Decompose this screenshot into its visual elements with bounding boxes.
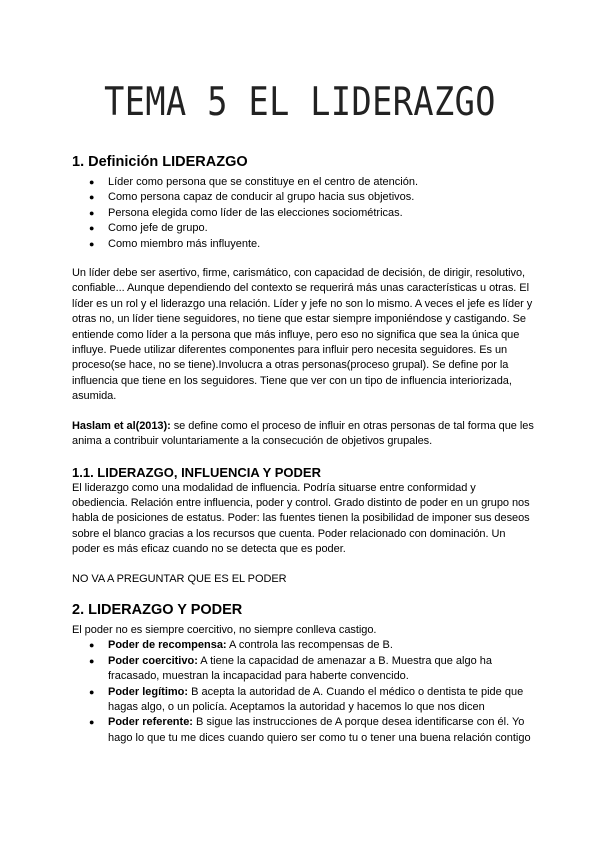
section-1-1-heading: 1.1. LIDERAZGO, INFLUENCIA Y PODER xyxy=(72,464,321,480)
bullet-icon: ● xyxy=(89,717,95,728)
list-item: ● Poder referente: B sigue las instrucciones de A porque desea identificarse con él. Yo hago lo que tu me dices cuando quiero ser como tu o tener una buena relación contigo xyxy=(89,716,531,744)
list-item: ● Poder coercitivo: A tiene la capacidad de amenazar a B. Muestra que algo ha fracasado, muestran la incapacidad para haberte convencido. xyxy=(89,654,493,683)
power-types-list xyxy=(72,638,534,746)
section-1-heading: 1. Definición LIDERAZGO xyxy=(72,154,248,170)
bullet-icon: ● xyxy=(89,655,95,666)
list-item: ● Como persona capaz de conducir al grupo hacia sus objetivos. xyxy=(72,190,534,205)
bullet-icon: ● xyxy=(89,640,95,651)
influence-power-paragraph: El liderazgo como una modalidad de influencia. Podría situarse entre conformidad y obediencia. Relación entre influencia, poder y control. Grado distinto de poder en un grupo nos habla de posiciones de estatus. Poder: las fuentes tienen la posibilidad de imponer sus deseos sobre el blanco gracias a los recursos que cuenta. Poder relacionado con dominación. Un poder es más eficaz cuando no se detecta que es poder. xyxy=(72,481,530,556)
section-2-intro: El poder no es siempre coercitivo, no siempre conlleva castigo. xyxy=(72,623,377,636)
power-type-label: Poder de recompensa: xyxy=(108,639,227,652)
power-type-label: Poder legítimo: xyxy=(108,685,189,698)
bullet-icon: ● xyxy=(89,177,95,187)
list-item: ● Poder legítimo: B acepta la autoridad de A. Cuando el médico o dentista te pide que hagas algo, o un policía. Aceptamos la autoridad y hacemos lo que nos dicen xyxy=(89,685,524,713)
leader-definition-paragraph: Un líder debe ser asertivo, firme, carismático, con capacidad de decisión, de dirigir, resolutivo, confiable... Aunque dependiendo del contexto se requerirá más unas características u otras. El líder es un rol y el liderazgo una relación. Líder y jefe no son lo mismo. A veces el jefe es líder y otras no, un líder tiene seguidores, no tiene que estar siempre imponiéndose y castigando. Se entiende como líder a la persona que más influye, pero eso no significa que sea la única que influye. Puede utilizar diferentes componentes para influir pero necesita seguidores. Es un proceso(se hace, no se tiene).Involucra a otras personas(proceso grupal). Se define por la influencia que tiene en los seguidores. Tiene que ver con un tipo de influencia interiorizada, asumida. xyxy=(72,267,533,403)
list-item: ● Persona elegida como líder de las elecciones sociométricas. xyxy=(72,206,534,221)
bullet-icon: ● xyxy=(89,223,95,234)
bullet-icon: ● xyxy=(89,192,95,203)
exam-note: NO VA A PREGUNTAR QUE ES EL PODER xyxy=(72,572,287,585)
list-item: ● Como miembro más influyente. xyxy=(72,237,534,252)
power-type-label: Poder referente: xyxy=(108,716,193,729)
list-item: ● Poder de recompensa: A controla las recompensas de B. xyxy=(72,638,534,653)
haslam-citation: Haslam et al(2013): xyxy=(72,419,171,432)
bullet-icon: ● xyxy=(89,238,95,249)
list-item: ● Líder como persona que se constituye en el centro de atención. xyxy=(72,175,534,190)
haslam-definition-paragraph: Haslam et al(2013): se define como el proceso de influir en otras personas de tal forma que les anima a contribuir voluntariamente a la consecución de objetivos grupales. xyxy=(72,419,534,448)
section-2-heading: 2. LIDERAZGO Y PODER xyxy=(72,601,243,618)
power-type-label: Poder coercitivo: xyxy=(108,654,198,667)
document-body xyxy=(72,153,534,746)
bullet-icon: ● xyxy=(89,207,95,218)
bullet-icon: ● xyxy=(89,686,95,697)
page-title: TEMA 5 EL LIDERAZGO xyxy=(104,80,496,125)
list-item: ● Como jefe de grupo. xyxy=(72,221,534,236)
section-1-bullet-list xyxy=(72,175,534,252)
